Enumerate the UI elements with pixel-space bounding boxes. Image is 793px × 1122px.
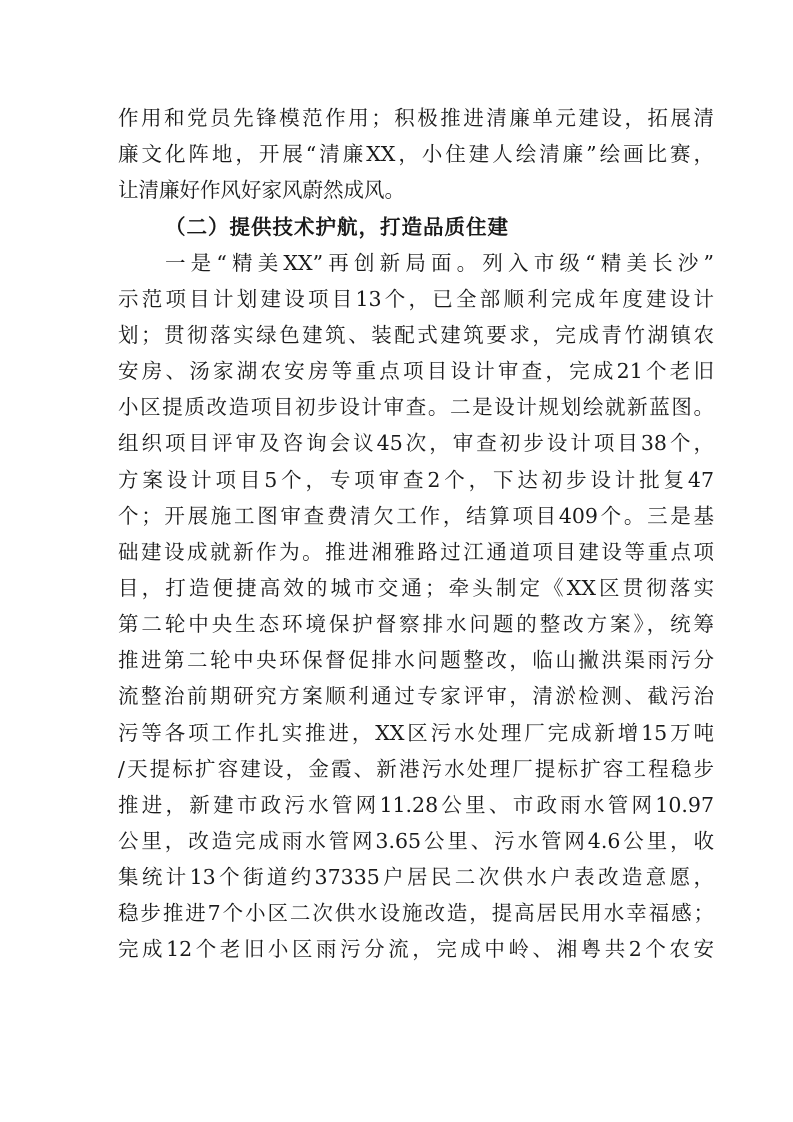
paragraph-line: 个；开展施工图审查费清欠工作，结算项目409个。三是基 — [118, 503, 714, 528]
paragraph-line: 公里，改造完成雨水管网3.65公里、污水管网4.6公里，收 — [118, 829, 714, 853]
paragraph-line: /天提标扩容建设，金霞、新港污水处理厂提标扩容工程稳步 — [118, 756, 714, 781]
paragraph-line: 目，打造便捷高效的城市交通；牵头制定《XX区贯彻落实 — [118, 575, 714, 600]
paragraph-line: 完成12个老旧小区雨污分流，完成中岭、湘粤共2个农安 — [118, 937, 714, 962]
paragraph-line: 推进，新建市政污水管网11.28公里、市政雨水管网10.97 — [118, 792, 714, 817]
paragraph-line: 污等各项工作扎实推进，XX区污水处理厂完成新增15万吨 — [118, 720, 714, 745]
paragraph-line: 方案设计项目5个，专项审查2个，下达初步设计批复47 — [118, 467, 714, 492]
paragraph-line: 安房、汤家湖农安房等重点项目设计审查，完成21个老旧 — [118, 359, 714, 383]
paragraph-line: 稳步推进7个小区二次供水设施改造，提高居民用水幸福感； — [118, 901, 714, 926]
paragraph-line: 划；贯彻落实绿色建筑、装配式建筑要求，完成青竹湖镇农 — [118, 322, 714, 347]
paragraph-line: 作用和党员先锋模范作用；积极推进清廉单元建设，拓展清 — [118, 106, 714, 130]
paragraph-line: 组织项目评审及咨询会议45次，审查初步设计项目38个， — [118, 431, 714, 456]
paragraph-line: 第二轮中央生态环境保护督察排水问题的整改方案》，统筹 — [118, 612, 714, 637]
paragraph-line: 示范项目计划建设项目13个，已全部顺利完成年度建设计 — [118, 286, 714, 311]
paragraph-line: 小区提质改造项目初步设计审查。二是设计规划绘就新蓝图。 — [118, 395, 714, 420]
paragraph-line: 一是“精美XX”再创新局面。列入市级“精美长沙” — [165, 250, 714, 275]
paragraph-line: 流整治前期研究方案顺利通过专家评审，清淤检测、截污治 — [118, 684, 714, 709]
paragraph-line: 集统计13个街道约37335户居民二次供水户表改造意愿， — [118, 865, 714, 890]
paragraph-line: 础建设成就新作为。推进湘雅路过江通道项目建设等重点项 — [118, 539, 714, 564]
paragraph-line: 推进第二轮中央环保督促排水问题整改，临山撇洪渠雨污分 — [118, 648, 714, 673]
section-heading: （二）提供技术护航，打造品质住建 — [165, 214, 509, 239]
paragraph-line: 让清廉好作风好家风蔚然成风。 — [118, 178, 405, 203]
paragraph-line: 廉文化阵地，开展“清廉XX，小住建人绘清廉”绘画比赛， — [118, 142, 714, 167]
